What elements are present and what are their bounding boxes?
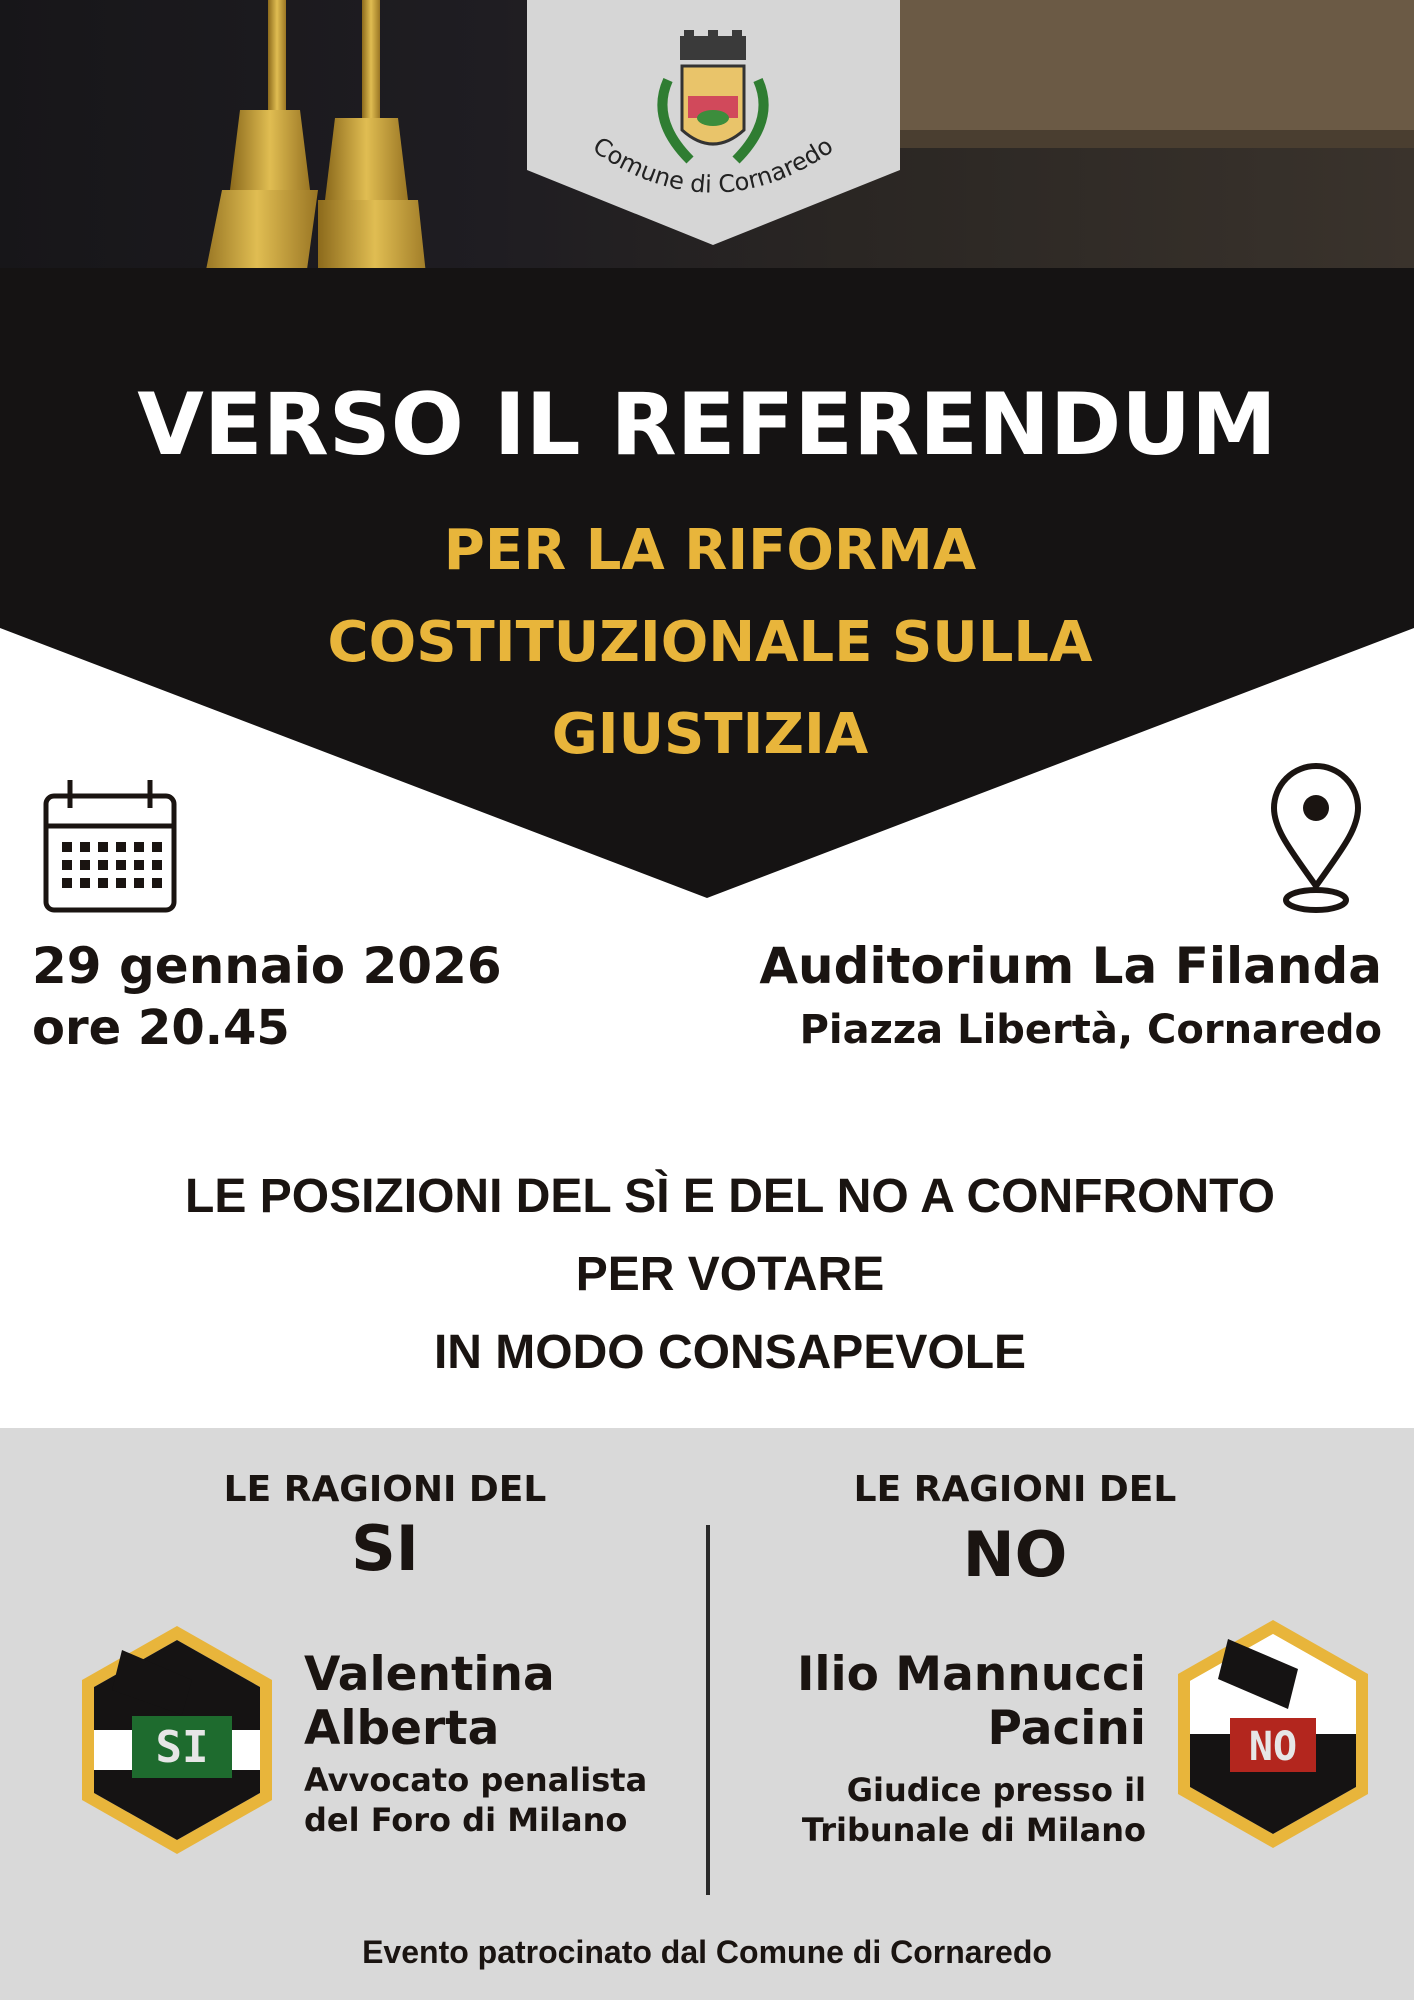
no-speaker xyxy=(797,1648,1146,1850)
no-speaker-name-line: Pacini xyxy=(987,1701,1146,1756)
yes-speaker xyxy=(304,1648,647,1840)
yes-speaker-name-line: Valentina xyxy=(304,1647,555,1702)
no-heading-word: NO xyxy=(962,1518,1068,1591)
headline-line: IN MODO CONSAPEVOLE xyxy=(433,1326,1027,1379)
yes-speaker-name-line: Alberta xyxy=(304,1701,500,1756)
no-badge-label: NO xyxy=(1248,1724,1298,1770)
yes-heading-label: LE RAGIONI DEL xyxy=(223,1469,547,1510)
subtitle xyxy=(240,505,1180,781)
subtitle-line: COSTITUZIONALE SULLA xyxy=(327,610,1093,675)
event-date: 29 gennaio 2026 xyxy=(32,937,502,995)
yes-badge-label: SI xyxy=(155,1722,209,1773)
yes-speaker-role-line: Avvocato penalista xyxy=(304,1761,648,1799)
logo-text: Comune di Cornaredo xyxy=(587,131,839,199)
map-pin-icon xyxy=(1274,766,1358,910)
no-ballot-badge xyxy=(1168,1614,1378,1854)
footer-patronage: Evento patrocinato dal Comune di Cornaredo xyxy=(362,1934,1052,1970)
yes-speaker-role-line: del Foro di Milano xyxy=(304,1801,628,1839)
headline-line: PER VOTARE xyxy=(575,1248,885,1301)
headline xyxy=(80,1158,1380,1392)
no-speaker-role-line: Tribunale di Milano xyxy=(801,1811,1146,1849)
panel-divider xyxy=(706,1525,710,1895)
no-heading xyxy=(810,1468,1220,1592)
headline-line: LE POSIZIONI DEL SÌ E DEL NO A CONFRONTO xyxy=(185,1170,1275,1223)
event-time: ore 20.45 xyxy=(32,1000,290,1056)
no-heading-label: LE RAGIONI DEL xyxy=(853,1469,1177,1510)
subtitle-line: GIUSTIZIA xyxy=(551,702,869,767)
no-speaker-name-line: Ilio Mannucci xyxy=(796,1647,1146,1702)
yes-heading xyxy=(180,1468,590,1586)
yes-ballot-badge xyxy=(72,1620,282,1860)
event-address: Piazza Libertà, Cornaredo xyxy=(799,1007,1382,1053)
event-venue: Auditorium La Filanda xyxy=(759,937,1382,995)
yes-heading-word: SI xyxy=(351,1512,419,1585)
no-speaker-role-line: Giudice presso il xyxy=(846,1771,1146,1809)
page-title: VERSO IL REFERENDUM xyxy=(137,375,1277,475)
subtitle-line: PER LA RIFORMA xyxy=(443,518,977,583)
